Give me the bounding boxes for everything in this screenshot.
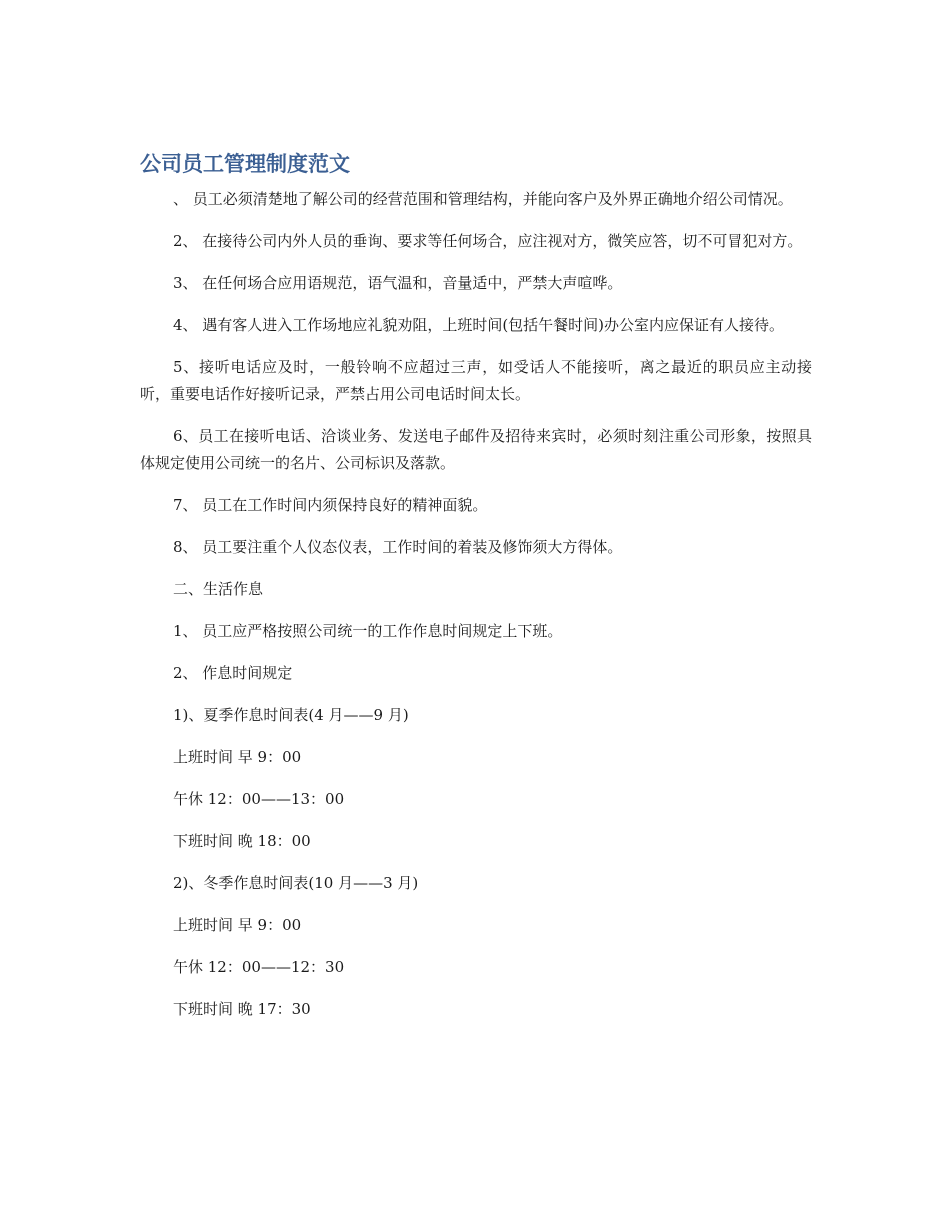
- paragraph: 3、 在任何场合应用语规范，语气温和，音量适中，严禁大声喧哗。: [173, 274, 623, 292]
- schedule-line: 下班时间 晚 17：30: [173, 1000, 311, 1018]
- paragraph: 5、接听电话应及时，一般铃响不应超过三声，如受话人不能接听，离之最近的职员应主动接听，重要电话作好接听记录，严禁占用公司电话时间太长。: [140, 358, 812, 403]
- schedule-line: 上班时间 早 9：00: [173, 748, 302, 766]
- document-page: [140, 148, 812, 1038]
- schedule-line: 下班时间 晚 18：00: [173, 832, 311, 850]
- schedule-heading: 1)、夏季作息时间表(4 月——9 月): [173, 706, 409, 724]
- schedule-line: 午休 12：00——13：00: [173, 790, 345, 808]
- paragraph: 2、 作息时间规定: [173, 664, 293, 682]
- paragraph: 4、 遇有客人进入工作场地应礼貌劝阻，上班时间(包括午餐时间)办公室内应保证有人接待。: [173, 316, 785, 334]
- schedule-heading: 2)、冬季作息时间表(10 月——3 月): [173, 874, 419, 892]
- schedule-line: 上班时间 早 9：00: [173, 916, 302, 934]
- paragraph: 1、 员工应严格按照公司统一的工作作息时间规定上下班。: [173, 622, 563, 640]
- paragraph: 8、 员工要注重个人仪态仪表，工作时间的着装及修饰须大方得体。: [173, 538, 623, 556]
- document-title: 公司员工管理制度范文: [140, 152, 350, 176]
- paragraph: 、 员工必须清楚地了解公司的经营范围和管理结构，并能向客户及外界正确地介绍公司情况。: [173, 190, 793, 208]
- schedule-line: 午休 12：00——12：30: [173, 958, 345, 976]
- paragraph: 2、 在接待公司内外人员的垂询、要求等任何场合，应注视对方，微笑应答，切不可冒犯对方。: [173, 232, 803, 250]
- paragraph: 7、 员工在工作时间内须保持良好的精神面貌。: [173, 496, 488, 514]
- section-heading: 二、生活作息: [173, 580, 264, 598]
- paragraph: 6、员工在接听电话、洽谈业务、发送电子邮件及招待来宾时，必须时刻注重公司形象，按照具体规定使用公司统一的名片、公司标识及落款。: [140, 427, 812, 472]
